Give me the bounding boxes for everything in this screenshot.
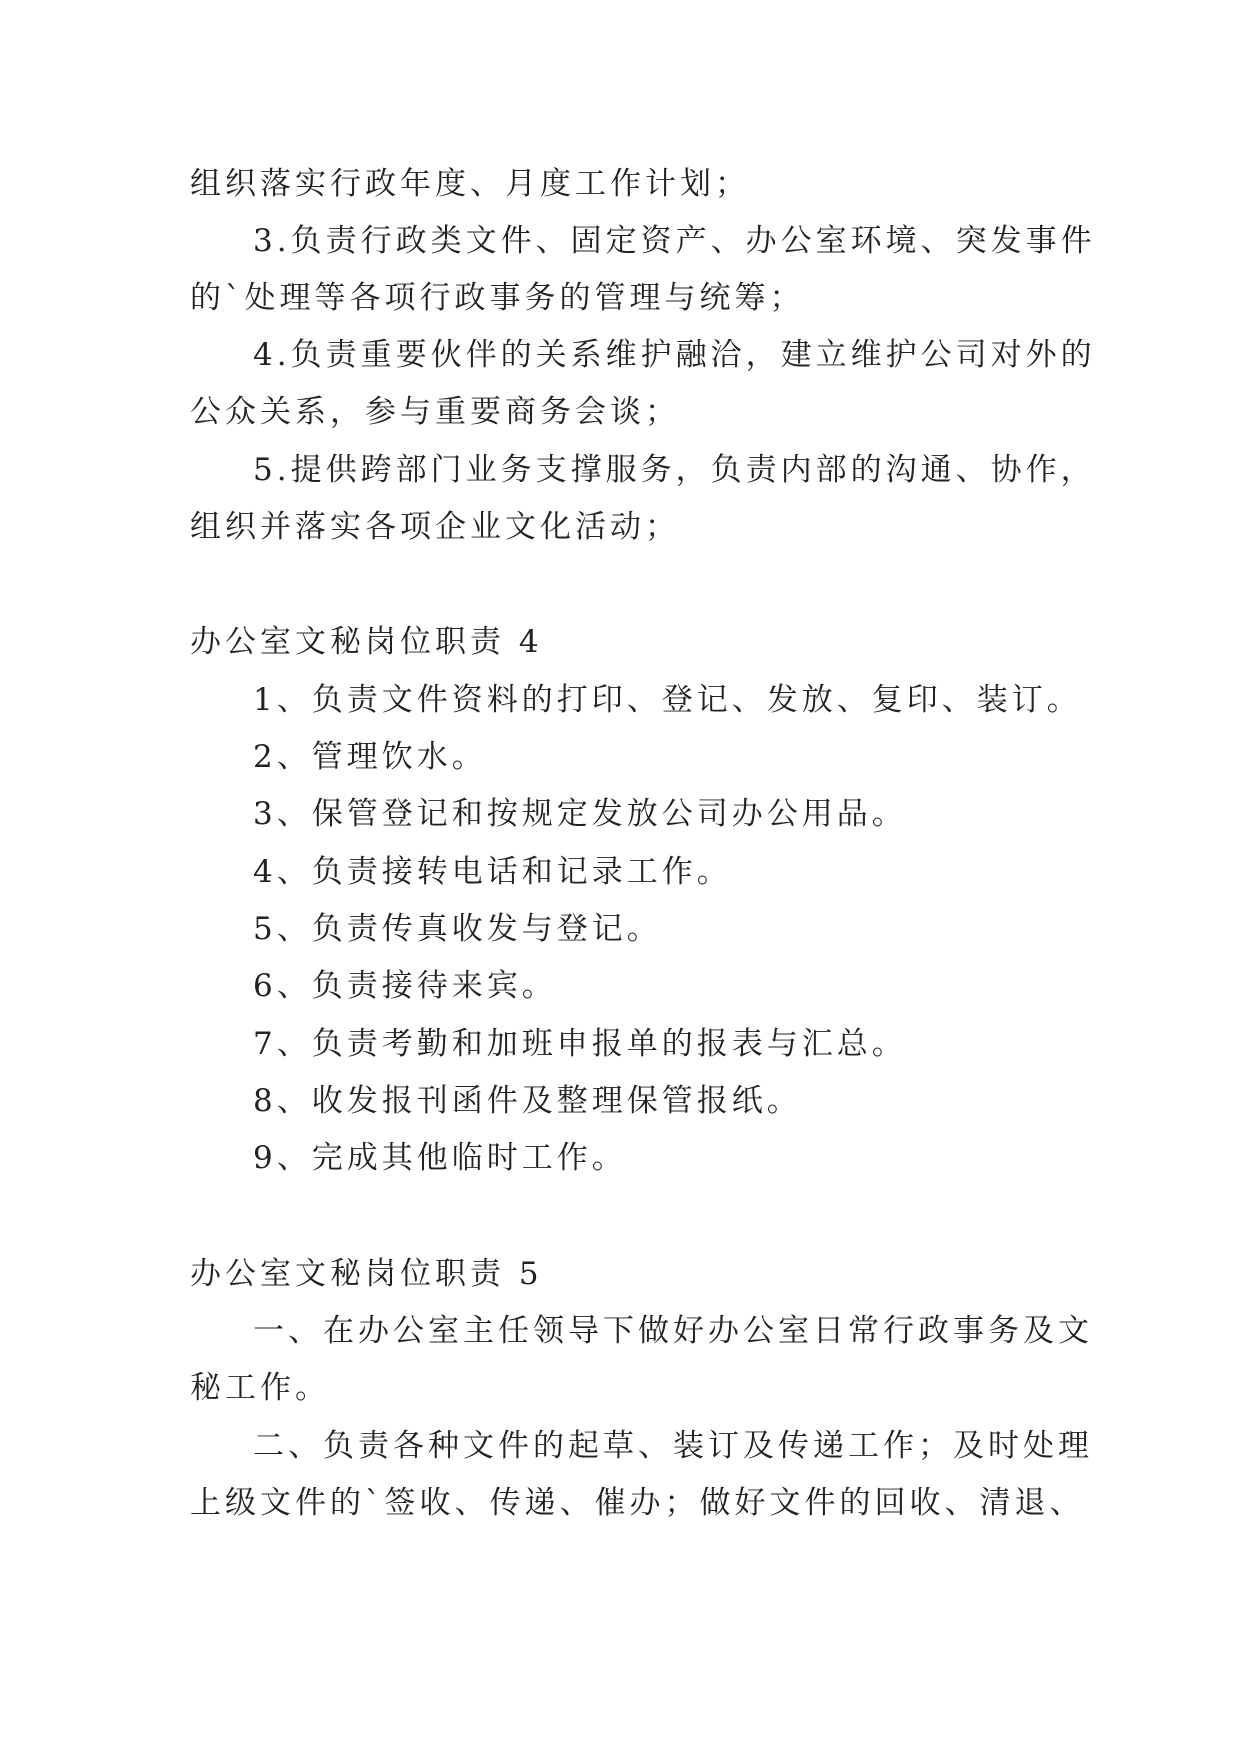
paragraph-line: 秘工作。 bbox=[190, 1370, 330, 1406]
list-item: 7、负责考勤和加班申报单的报表与汇总。 bbox=[253, 1026, 907, 1062]
list-item: 5、负责传真收发与登记。 bbox=[253, 911, 662, 947]
paragraph-line: 3.负责行政类文件、固定资产、办公室环境、突发事件 bbox=[253, 223, 1096, 259]
list-item: 8、收发报刊函件及整理保管报纸。 bbox=[253, 1083, 802, 1119]
paragraph-line: 的`处理等各项行政事务的管理与统筹； bbox=[190, 280, 805, 316]
paragraph-line: 5.提供跨部门业务支撑服务，负责内部的沟通、协作， bbox=[253, 452, 1096, 488]
paragraph-line: 4.负责重要伙伴的关系维护融洽，建立维护公司对外的 bbox=[253, 337, 1096, 373]
paragraph-line: 公众关系，参与重要商务会谈； bbox=[190, 394, 680, 430]
list-item: 1、负责文件资料的打印、登记、发放、复印、装订。 bbox=[253, 682, 1082, 718]
list-item: 9、完成其他临时工作。 bbox=[253, 1140, 627, 1176]
list-item: 3、保管登记和按规定发放公司办公用品。 bbox=[253, 796, 907, 832]
list-item: 4、负责接转电话和记录工作。 bbox=[253, 854, 732, 890]
paragraph-line: 一、在办公室主任领导下做好办公室日常行政事务及文 bbox=[253, 1313, 1093, 1349]
list-item: 6、负责接待来宾。 bbox=[253, 968, 557, 1004]
paragraph-line: 上级文件的`签收、传递、催办；做好文件的回收、清退、 bbox=[190, 1485, 1085, 1521]
section-heading: 办公室文秘岗位职责 5 bbox=[190, 1256, 543, 1292]
paragraph-line: 组织并落实各项企业文化活动； bbox=[190, 509, 680, 545]
section-heading: 办公室文秘岗位职责 4 bbox=[190, 624, 543, 660]
paragraph-line: 组织落实行政年度、月度工作计划； bbox=[190, 166, 750, 202]
paragraph-line: 二、负责各种文件的起草、装订及传递工作；及时处理 bbox=[253, 1428, 1093, 1464]
list-item: 2、管理饮水。 bbox=[253, 739, 487, 775]
